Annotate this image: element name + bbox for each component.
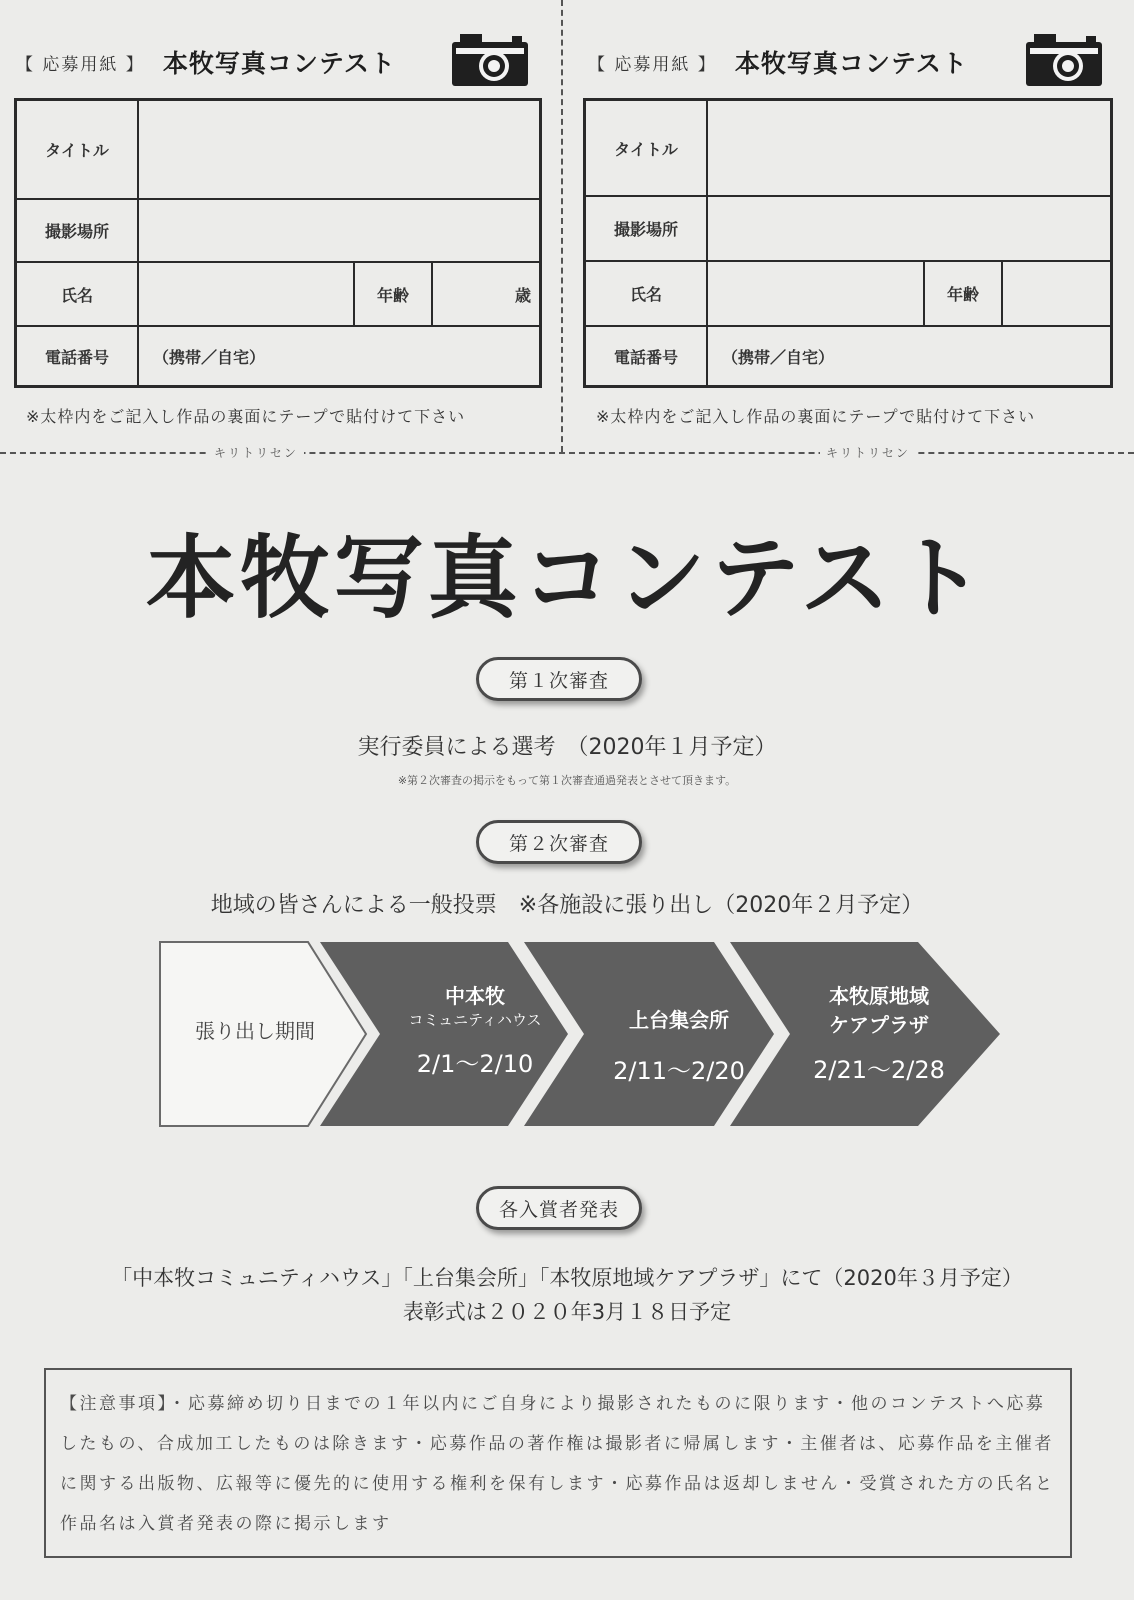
label-age-unit: 歳 [431, 263, 539, 325]
main-title: 本牧写真コンテスト [145, 526, 989, 631]
row-phone [17, 327, 539, 385]
horizontal-cut-line [0, 452, 1134, 454]
label-location: 撮影場所 [17, 200, 139, 261]
form-header-left [16, 42, 396, 82]
period-label: 張り出し期間 [195, 1019, 315, 1043]
label-phone: 電話番号 [586, 327, 708, 385]
vertical-cut-line [561, 0, 563, 452]
venue-2 [584, 1004, 774, 1086]
label-name: 氏名 [17, 263, 139, 325]
camera-icon [1024, 30, 1104, 90]
row-title [17, 101, 539, 200]
venue-dates: 2/11～2/20 [613, 1057, 745, 1085]
camera-icon [450, 30, 530, 90]
venue-name-sub: ケアプラザ [829, 1013, 929, 1037]
label-title: タイトル [586, 101, 708, 195]
venue-1 [380, 980, 570, 1079]
label-name: 氏名 [586, 262, 708, 325]
label-age-unit [1001, 262, 1110, 325]
label-title: タイトル [17, 101, 139, 198]
row-name [17, 263, 539, 327]
row-location [586, 197, 1110, 262]
venue-name: 本牧原地域 [829, 984, 929, 1008]
label-age: 年齢 [923, 262, 1001, 325]
form-header-label: 【 応募用紙 】 [588, 54, 717, 75]
row-location [17, 200, 539, 263]
row-phone [586, 327, 1110, 385]
stage1-subnote: ※第２次審査の掲示をもって第１次審査通過発表とさせて頂きます。 [397, 774, 737, 787]
row-name [586, 262, 1110, 327]
stage2-label: 第２次審査 [476, 820, 642, 864]
form-note-left: ※太枠内をご記入し作品の裏面にテープで貼付けて下さい [26, 407, 466, 426]
venue-name-sub: コミュニティハウス [408, 1011, 542, 1029]
awards-line1: 「中本牧コミュニティハウス」「上台集会所」「本牧原地域ケアプラザ」にて（2020年３月予定） [111, 1266, 1023, 1290]
venue-dates: 2/21～2/28 [813, 1056, 945, 1084]
row-title [586, 101, 1110, 197]
venue-name: 上台集会所 [629, 1008, 729, 1032]
form-note-right: ※太枠内をご記入し作品の裏面にテープで貼付けて下さい [596, 407, 1036, 426]
venue-name: 中本牧 [445, 984, 505, 1008]
label-age: 年齢 [353, 263, 431, 325]
stage2-text: 地域の皆さんによる一般投票 ※各施設に張り出し（2020年２月予定） [210, 893, 924, 918]
cut-label-right: キリトリセン [820, 444, 916, 461]
venue-dates: 2/1～2/10 [416, 1050, 534, 1078]
stage1-label: 第１次審査 [476, 657, 642, 701]
form-header-title: 本牧写真コンテスト [162, 49, 396, 78]
awards-line2: 表彰式は２０２０年3月１８日予定 [402, 1300, 732, 1324]
form-header-right [588, 42, 968, 82]
venue-3 [784, 980, 974, 1085]
stage1-text: 実行委員による選考 （2020年１月予定） [357, 735, 777, 760]
notice-box: 【注意事項】・応募締め切り日までの１年以内にご自身により撮影されたものに限ります・他のコンテストへ応募したもの、合成加工したものは除きます・応募作品の著作権は撮影者に帰属します・主催者は、応募作品を主催者に関する出版物、広報等に優先的に使用する権利を保有します・応募作品は返却しません・受賞された方の氏名と作品名は入賞者発表の際に掲示します [44, 1368, 1072, 1558]
awards-label: 各入賞者発表 [476, 1186, 642, 1230]
phone-hint: （携帯／自宅） [722, 347, 835, 367]
entry-form-right [583, 98, 1113, 388]
form-header-title: 本牧写真コンテスト [734, 49, 968, 78]
form-header-label: 【 応募用紙 】 [16, 54, 145, 75]
label-location: 撮影場所 [586, 197, 708, 260]
phone-hint: （携帯／自宅） [153, 347, 266, 367]
entry-form-left [14, 98, 542, 388]
label-phone: 電話番号 [17, 327, 139, 385]
cut-label-left: キリトリセン [208, 444, 304, 461]
